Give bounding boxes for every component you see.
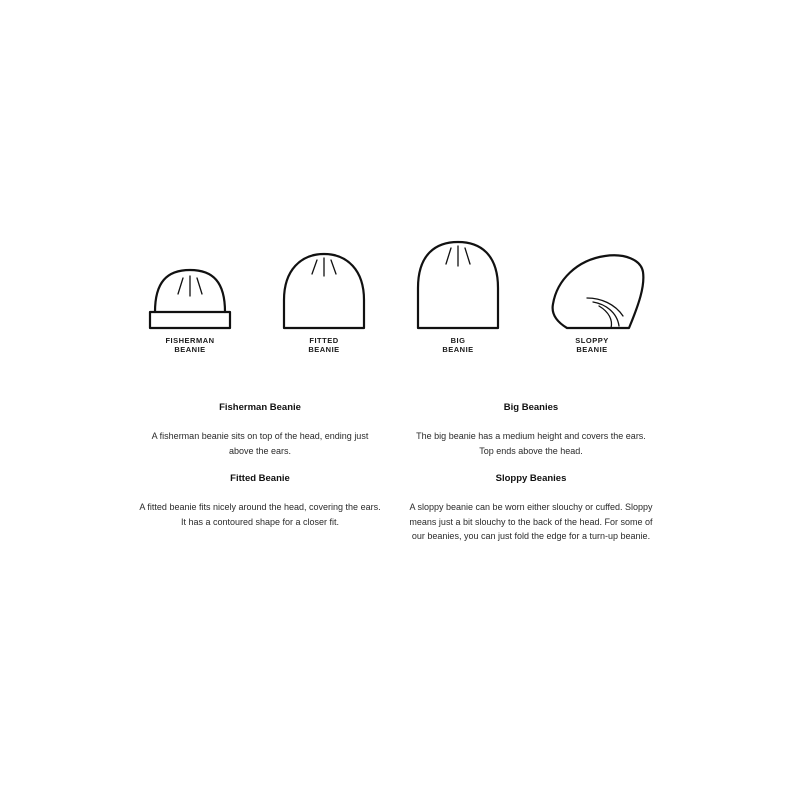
hat-label-sloppy: SLOPPY BEANIE — [575, 336, 609, 354]
sloppy-beanie-icon — [537, 238, 647, 333]
desc-title-sloppy: Sloppy Beanies — [495, 473, 567, 484]
desc-fitted — [138, 473, 382, 529]
desc-text-fisherman: A fisherman beanie sits on top of the head, ending just above the ears. — [151, 431, 369, 456]
desc-text-fitted: A fitted beanie fits nicely around the head, covering the ears. It has a contoured shape for a closer fit. — [139, 502, 381, 527]
hat-label-big: BIG BEANIE — [442, 336, 474, 354]
fitted-beanie-icon — [269, 238, 379, 333]
desc-big — [412, 402, 650, 458]
desc-text-sloppy: A sloppy beanie can be worn either slouchy or cuffed. Sloppy means just a bit slouchy to the back of the head. For some of our beanies, you can just fold the edge for a turn-up beanie. — [409, 502, 653, 541]
desc-text-big: The big beanie has a medium height and covers the ears. Top ends above the head. — [416, 431, 646, 456]
big-beanie-icon — [403, 238, 513, 333]
fisherman-beanie-icon — [135, 238, 245, 333]
desc-title-fisherman: Fisherman Beanie — [219, 402, 301, 413]
desc-fisherman — [140, 402, 380, 458]
desc-title-big: Big Beanies — [503, 402, 559, 413]
desc-title-fitted: Fitted Beanie — [230, 473, 290, 484]
hat-label-fisherman: FISHERMAN BEANIE — [165, 336, 215, 354]
hat-sloppy — [537, 238, 647, 362]
hat-label-fitted: FITTED BEANIE — [308, 336, 340, 354]
hat-big — [403, 238, 513, 362]
hat-fitted — [269, 238, 379, 362]
hat-fisherman — [135, 238, 245, 362]
desc-sloppy — [408, 473, 654, 544]
